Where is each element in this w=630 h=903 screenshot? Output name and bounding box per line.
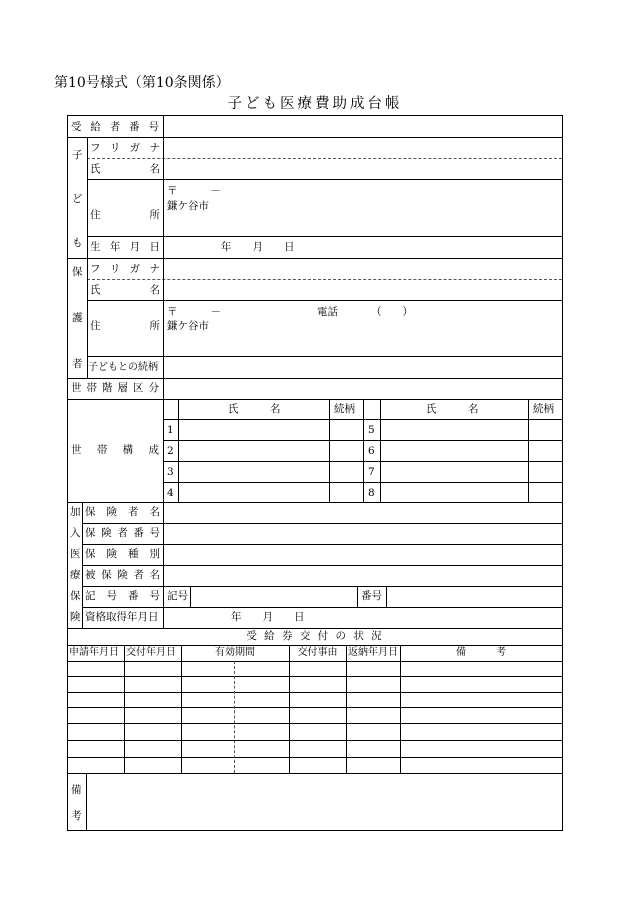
household-composition-label: 世 帯 構 成 [71,444,159,456]
household-row-number: 2 [167,445,174,457]
household-col-name: 氏 名 [426,403,479,415]
guardian-furigana-label: フ リ ガ ナ [90,263,160,275]
child-birthdate-value: 年 月 日 [221,241,295,253]
child-address-label: 住 所 [90,209,160,221]
issuance-header-valid-period: 有効期間 [215,647,255,658]
row-line [68,628,562,629]
row-line [87,179,562,180]
col-line [87,137,88,378]
row-line [68,645,562,646]
form-number: 第10号様式（第10条関係） [54,75,230,91]
row-line [68,258,562,259]
row-line [82,586,562,587]
row-line [68,676,562,677]
household-row-number: 8 [368,487,375,499]
child-city: 鎌ケ谷市 [167,200,209,212]
acquired-date-label: 資格取得年月日 [85,611,159,623]
row-line [87,300,562,301]
col-line [289,645,290,773]
col-line [181,645,182,773]
household-row-number: 6 [368,445,375,457]
row-line [68,757,562,758]
guardian-address-label: 住 所 [90,320,160,332]
child-postal-mark: 〒 － [167,185,225,197]
insurer-number-label: 保 険 者 番 号 [85,527,160,539]
row-line [87,236,562,237]
household-col-relation: 続柄 [334,403,355,415]
number-label: 番号 [361,590,382,602]
guardian-side-char: 者 [72,358,83,370]
symbol-label: 記号 [167,590,188,602]
insurance-side-char: 入 [70,527,81,539]
child-side-char: も [72,237,83,249]
household-class-label: 世 帯 階 層 区 分 [71,382,159,394]
row-line [68,740,562,741]
page-title: 子ども医療費助成台帳 [227,96,403,112]
row-line [68,692,562,693]
household-col-name: 氏 名 [228,403,281,415]
household-col-relation: 続柄 [533,403,554,415]
guardian-phone-label: 電話 [317,306,338,318]
household-row-number: 5 [368,424,375,436]
col-line [82,502,83,628]
row-line [68,378,562,379]
guardian-side-char: 護 [72,312,83,324]
insurance-type-label: 保 険 種 別 [85,548,160,560]
issuance-header-return-date: 返納年月日 [348,647,398,658]
guardian-phone-paren: （ ） [371,306,413,318]
col-line [363,399,364,502]
insured-name-label: 被 保 険 者 名 [85,569,160,581]
insurance-side-char: 医 [70,548,81,560]
col-line [346,645,347,773]
row-line [68,502,562,503]
col-line [386,586,387,607]
row-line [87,356,562,357]
col-line [400,645,401,773]
ledger-form [67,115,563,831]
guardian-side-char: 保 [72,266,83,278]
acquired-date-value: 年 月 日 [231,611,305,623]
guardian-city: 鎌ケ谷市 [167,320,209,332]
child-side-char: 子 [72,149,83,161]
insurance-side-char: 加 [70,506,81,518]
issuance-header-issue-date: 交付年月日 [126,647,176,658]
guardian-postal-mark: 〒 － [167,306,225,318]
issuance-header-remarks: 備 考 [456,647,506,658]
row-line [68,137,562,138]
row-line [82,607,562,608]
row-line [68,661,562,662]
row-line [87,279,562,280]
recipient-number-label: 受 給 者 番 号 [71,121,159,133]
household-row-number: 1 [167,424,174,436]
col-line [163,116,164,502]
symbol-number-label: 記 号 番 号 [85,590,160,602]
insurance-side-char: 険 [70,611,81,623]
row-line [68,707,562,708]
child-birthdate-label: 生 年 月 日 [90,241,160,253]
col-line [124,645,125,773]
guardian-name-label: 氏 名 [90,284,160,296]
household-row-number: 4 [167,487,174,499]
row-line [82,544,562,545]
remarks-label-char: 備 [71,784,82,796]
col-line [357,586,358,607]
guardian-relationship-label: 子どもとの続柄 [88,362,158,373]
row-line [87,158,562,159]
col-line [86,773,87,830]
row-line [68,773,562,774]
row-line [68,399,562,400]
col-line [380,399,381,502]
col-line [178,399,179,502]
issuance-header-apply-date: 申請年月日 [69,647,119,658]
insurance-side-char: 療 [70,569,81,581]
child-side-char: ど [72,193,83,205]
col-line [528,399,529,502]
remarks-label-char: 考 [71,810,82,822]
col-line [190,586,191,607]
child-furigana-label: フ リ ガ ナ [90,142,160,154]
issuance-header-reason: 交付事由 [297,647,338,658]
child-name-label: 氏 名 [90,163,160,175]
insurance-side-char: 保 [70,590,81,602]
row-line [82,565,562,566]
issuance-title: 受 給 券 交 付 の 状 況 [246,630,384,642]
row-line [68,723,562,724]
row-line [82,523,562,524]
col-line [234,661,235,773]
col-line [329,399,330,502]
insurer-name-label: 保 険 者 名 [85,506,160,518]
household-row-number: 3 [167,466,174,478]
household-row-number: 7 [368,466,375,478]
col-line [163,502,164,628]
